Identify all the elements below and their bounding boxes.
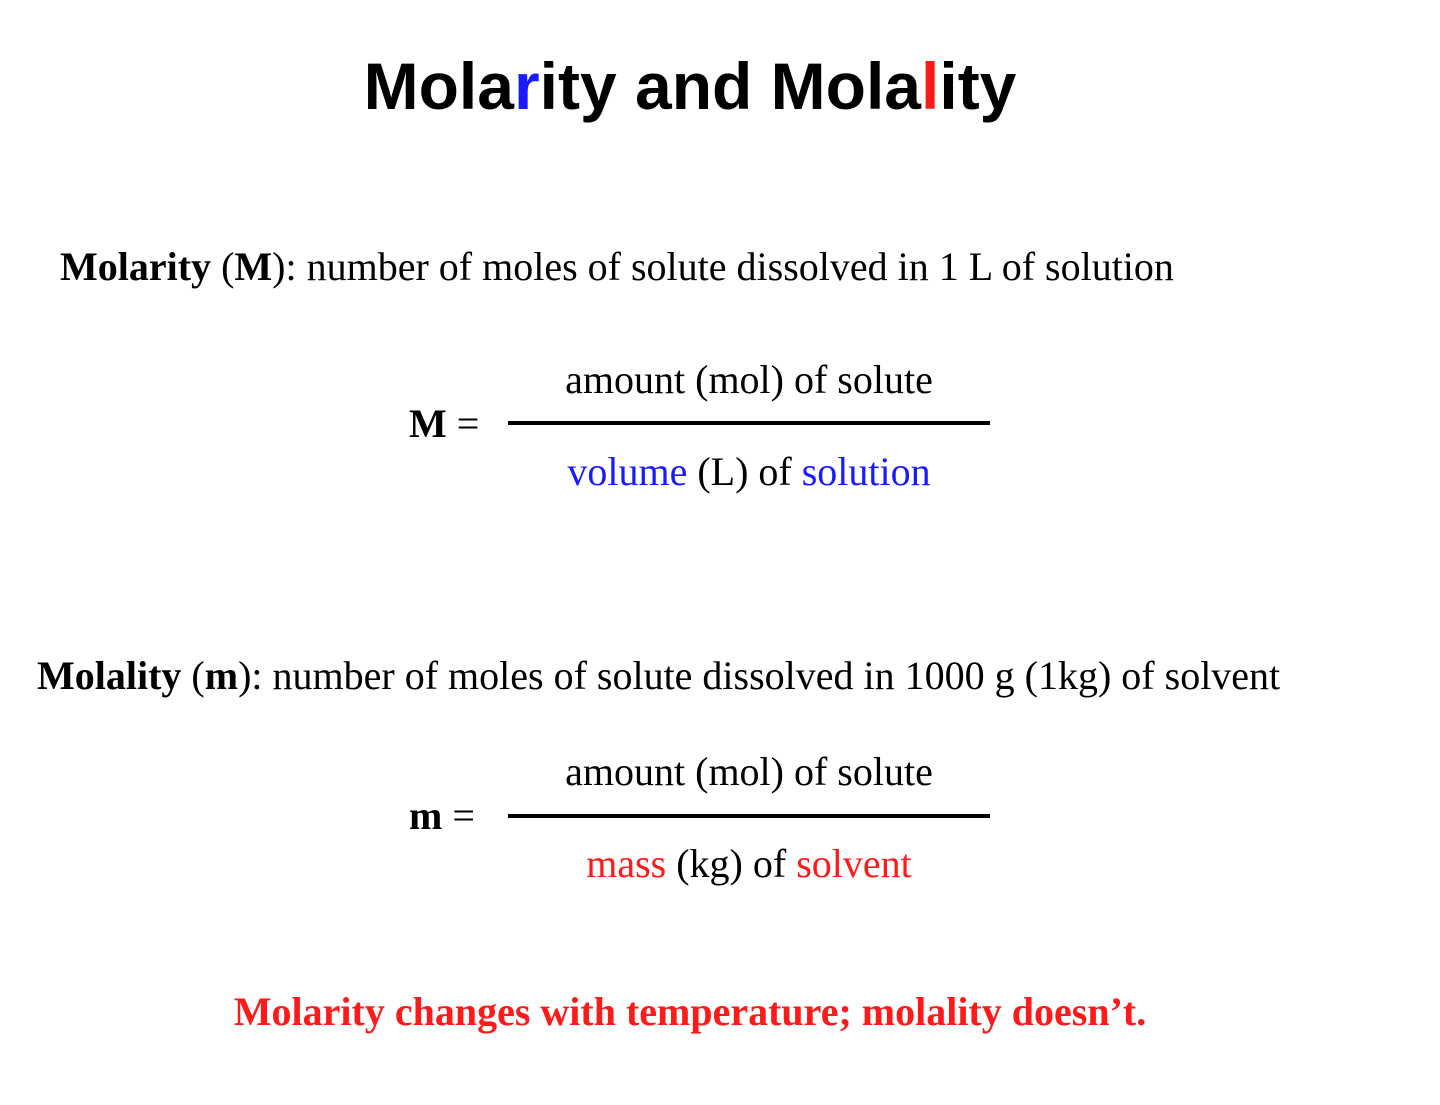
- molarity-formula-symbol: M: [409, 401, 447, 446]
- molarity-formula-equals: =: [446, 401, 480, 446]
- molarity-formula-lhs: [409, 400, 479, 448]
- molality-symbol-open: (: [181, 653, 205, 698]
- molarity-symbol-open: (: [211, 244, 235, 289]
- title-part-3: ity: [939, 49, 1017, 123]
- molarity-definition-text: ): number of moles of solute dissolved in 1 L of solution: [272, 244, 1174, 289]
- title-highlight-r: r: [513, 49, 540, 123]
- molality-formula-symbol: m: [409, 793, 443, 838]
- page-title: [0, 48, 1380, 124]
- molarity-denominator: [508, 448, 990, 496]
- molality-fraction-bar: [508, 814, 990, 818]
- molarity-term: Molarity: [60, 244, 212, 289]
- molality-denominator: [508, 840, 990, 888]
- molality-denominator-middle: (kg) of: [666, 841, 797, 886]
- molarity-numerator: amount (mol) of solute: [565, 357, 933, 402]
- molarity-denominator-middle: (L) of: [687, 449, 802, 494]
- molality-formula-equals: =: [442, 793, 475, 838]
- molarity-definition: [60, 243, 1174, 291]
- molality-formula-lhs: [409, 792, 475, 840]
- molality-numerator: amount (mol) of solute: [565, 749, 933, 794]
- molarity-denominator-solution: solution: [801, 449, 931, 494]
- molarity-fraction-bar: [508, 421, 990, 425]
- title-part-2: ity and Mola: [539, 49, 922, 123]
- molality-denominator-solvent: solvent: [796, 841, 912, 886]
- molarity-symbol: M: [234, 244, 273, 289]
- title-highlight-l: l: [921, 49, 940, 123]
- molarity-denominator-volume: volume: [567, 449, 688, 494]
- temperature-note: Molarity changes with temperature; molality doesn’t.: [233, 989, 1147, 1034]
- molality-definition-text: ): number of moles of solute dissolved in 1000 g (1kg) of solvent: [238, 653, 1281, 698]
- molality-denominator-mass: mass: [586, 841, 667, 886]
- molality-definition: [37, 652, 1280, 700]
- molality-term: Molality: [37, 653, 182, 698]
- molality-symbol: m: [204, 653, 239, 698]
- title-part-1: Mola: [363, 49, 514, 123]
